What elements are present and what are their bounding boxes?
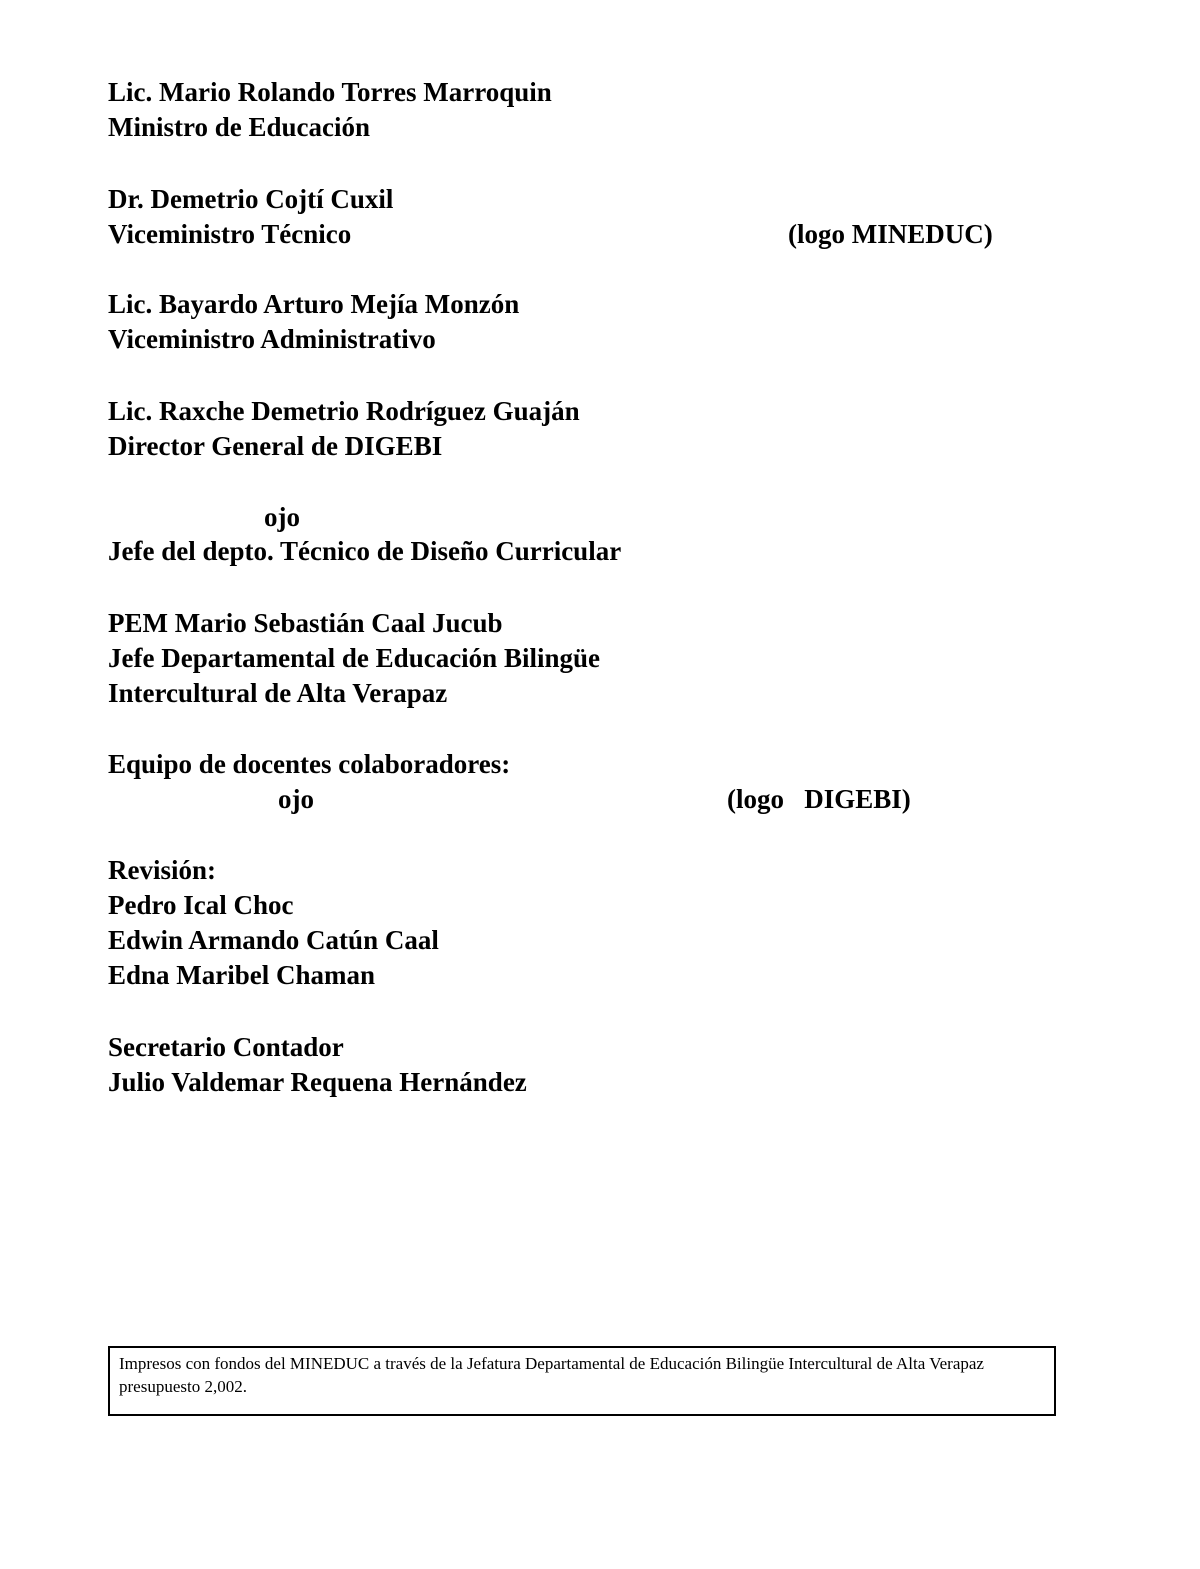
- logo-mineduc-placeholder: (logo MINEDUC): [788, 219, 993, 249]
- vice-tech-name: Dr. Demetrio Cojtí Cuxil: [108, 184, 394, 214]
- minister-title: Ministro de Educación: [108, 112, 371, 142]
- dept-chief-title-2: Intercultural de Alta Verapaz: [108, 678, 448, 708]
- team-heading: Equipo de docentes colaboradores:: [108, 749, 511, 779]
- chief-curriculum-title: Jefe del depto. Técnico de Diseño Curricular: [108, 536, 622, 566]
- review-heading: Revisión:: [108, 855, 216, 885]
- dept-chief-name: PEM Mario Sebastián Caal Jucub: [108, 608, 503, 638]
- vice-tech-title: Viceministro Técnico: [108, 219, 352, 249]
- secretary-title: Secretario Contador: [108, 1032, 344, 1062]
- secretary-name: Julio Valdemar Requena Hernández: [108, 1067, 527, 1097]
- funding-note: Impresos con fondos del MINEDUC a través de la Jefatura Departamental de Educación Bilingüe Intercultural de Alta Verapaz presupuesto 2,002.: [119, 1354, 984, 1396]
- logo-digebi-placeholder: (logo DIGEBI): [727, 784, 911, 814]
- director-name: Lic. Raxche Demetrio Rodríguez Guaján: [108, 396, 580, 426]
- reviewer-3: Edna Maribel Chaman: [108, 960, 376, 990]
- reviewer-2: Edwin Armando Catún Caal: [108, 925, 439, 955]
- director-title: Director General de DIGEBI: [108, 431, 443, 461]
- ojo-marker-1: ojo: [264, 502, 300, 532]
- reviewer-1: Pedro Ical Choc: [108, 890, 294, 920]
- minister-name: Lic. Mario Rolando Torres Marroquin: [108, 77, 552, 107]
- ojo-marker-2: ojo: [278, 784, 314, 814]
- funding-note-box: [108, 1346, 1056, 1416]
- dept-chief-title-1: Jefe Departamental de Educación Bilingüe: [108, 643, 600, 673]
- vice-admin-name: Lic. Bayardo Arturo Mejía Monzón: [108, 289, 520, 319]
- vice-admin-title: Viceministro Administrativo: [108, 324, 436, 354]
